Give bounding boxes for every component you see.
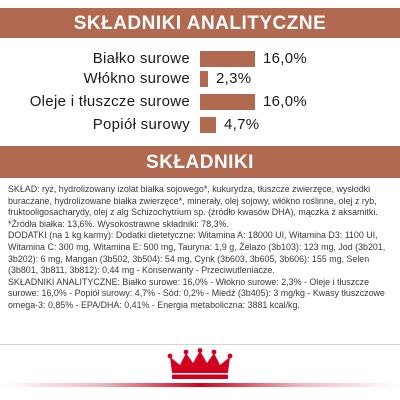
analytical-heading: SKŁADNIKI ANALITYCZNE <box>0 8 400 38</box>
analysis-paragraph: SKŁADNIKI ANALITYCZNE: Białko surowe: 16,0% - Włókno surowe: 2,3% - Oleje i tłuszcze surowe: 16,0% - Popiół surowy: 4,7% - Sód: 0,2% - Miedź (3b405): 3 mg/kg - Kwasy tłuszczowe omega-3: 0,85% - EPA/DHA: 0,41% - Energia metaboliczna: 3881 kcal/kg. <box>8 276 385 310</box>
ingredients-paragraph: SKŁAD: ryż, hydrolizowany izolat białka sojowego*, kukurydza, tłuszcze zwierzęce, wysłodki buraczane, hydrolizowane białka zwierzęce*, minerały, olej sojowy, włókno roślinne, olej z ryb, fruktooligosacharydy, olej z alg Schizochytrium sp. (źródło kwasów DHA), mączka z aksamitki. *Źródła białka: 13,6%. Wysokostrawne składniki: 78,3%. <box>8 184 378 229</box>
nutrient-value: 16,0% <box>263 93 308 110</box>
nutrient-row-protein <box>0 48 400 70</box>
nutrient-label: Popiół surowy <box>92 116 190 133</box>
nutrient-value: 2,3% <box>216 70 252 87</box>
nutrient-row-ash <box>0 114 400 136</box>
composition-text <box>8 184 394 312</box>
additives-paragraph: DODATKI (na 1 kg karmy): Dodatki dietetyczne: Witamina A: 18000 UI, Witamina D3: 1100 UI, Witamina C: 300 mg, Witamina E: 500 mg, Tauryna: 1,9 g, Żelazo (3b103): 123 mg, Jod (3b201, 3b202): 6 mg, Mangan (3b502, 3b504): 54 mg, Cynk (3b603, 3b605, 3b606): 155 mg, Selen (3b801, 3b811, 3b812): 0,44 mg - Konserwanty - Przeciwutleniacze. <box>8 230 386 276</box>
nutrient-row-fibre <box>0 68 400 90</box>
footer-brand-bar <box>0 383 400 387</box>
nutrient-bar <box>200 71 208 87</box>
nutrient-row-fat <box>0 91 400 113</box>
nutrient-bar <box>200 117 216 133</box>
nutrient-label: Włókno surowe <box>83 70 190 87</box>
composition-heading: SKŁADNIKI <box>0 146 400 178</box>
nutrient-bar <box>200 94 255 110</box>
nutrient-bar <box>200 51 255 67</box>
nutrient-label: Białko surowe <box>92 50 190 67</box>
royal-crown-logo-icon <box>166 348 234 380</box>
nutrient-value: 4,7% <box>224 116 260 133</box>
nutrient-value: 16,0% <box>263 50 308 67</box>
footer-divider <box>0 344 400 345</box>
nutrient-label: Oleje i tłuszcze surowe <box>29 93 190 110</box>
